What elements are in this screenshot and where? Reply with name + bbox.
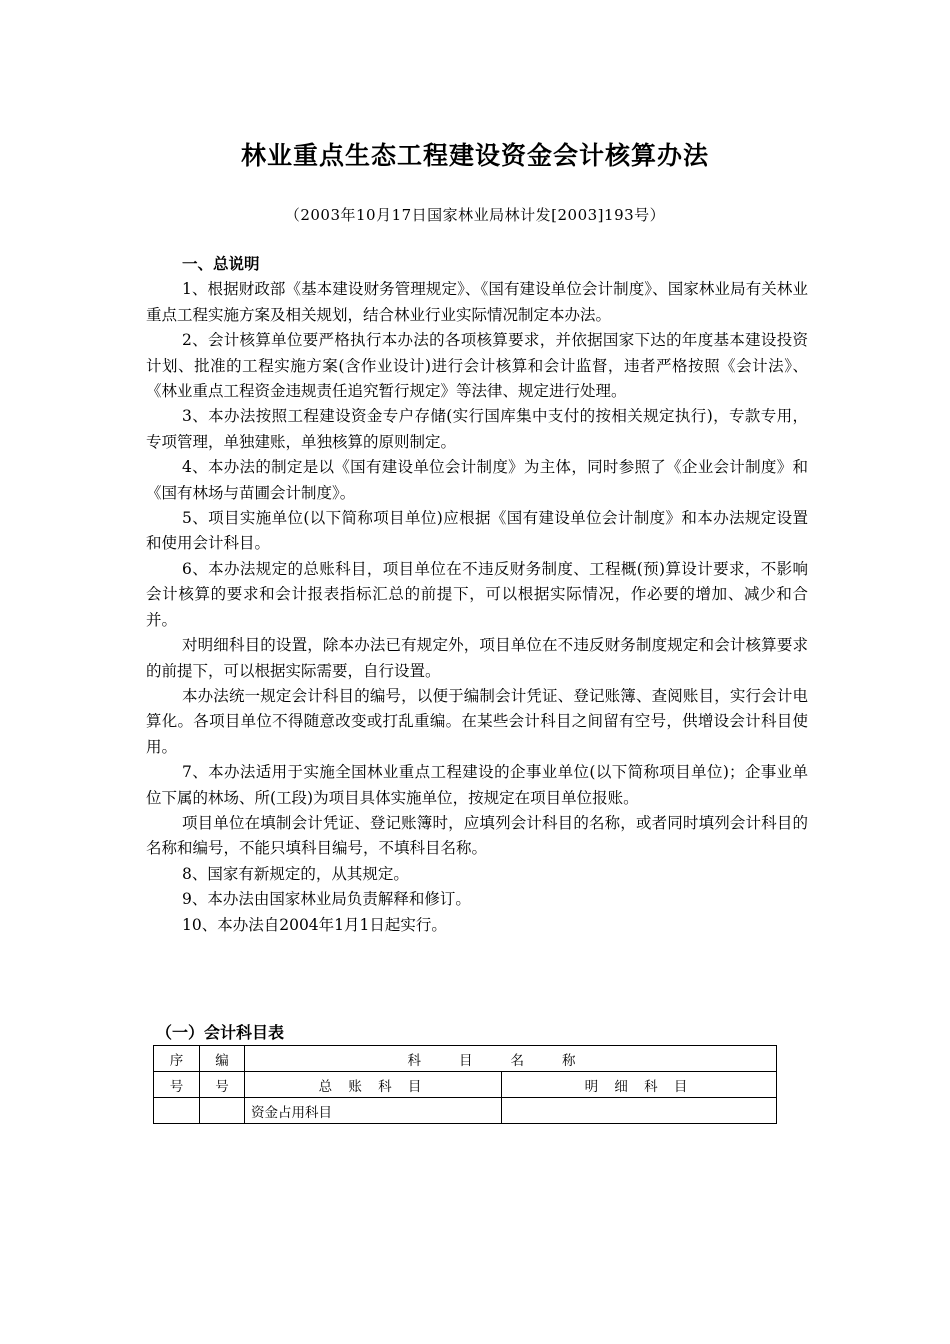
table-title: （一）会计科目表 (156, 1023, 285, 1042)
paragraph: 7、本办法适用于实施全国林业重点工程建设的企事业单位(以下简称项目单位)；企事业单位下属的林场、所(工段)为项目具体实施单位，按规定在项目单位报账。 (146, 763, 808, 807)
table-cell-seq (154, 1098, 200, 1124)
paragraph: 6、本办法规定的总账科目，项目单位在不违反财务制度、工程概(预)算设计要求，不影响会计核算的要求和会计报表指标汇总的前提下，可以根据实际情况，作必要的增加、减少和合并。 (146, 559, 808, 629)
table-cell-detail (502, 1098, 777, 1124)
table-row (154, 1098, 777, 1124)
general-account-header: 总 账 科 目 (245, 1072, 502, 1098)
paragraph: 8、国家有新规定的，从其规定。 (182, 864, 409, 883)
paragraph: 对明细科目的设置，除本办法已有规定外，项目单位在不违反财务制度规定和会计核算要求的前提下，可以根据实际需要，自行设置。 (146, 636, 808, 680)
account-table (153, 1045, 777, 1124)
seq-header-top: 序 (154, 1046, 200, 1072)
paragraph: 4、本办法的制定是以《国有建设单位会计制度》为主体，同时参照了《企业会计制度》和《国有林场与苗圃会计制度》。 (146, 458, 808, 502)
paragraph: 1、根据财政部《基本建设财务管理规定》、《国有建设单位会计制度》、国家林业局有关林业重点工程实施方案及相关规划，结合林业行业实际情况制定本办法。 (146, 280, 808, 324)
paragraph: 本办法统一规定会计科目的编号，以便于编制会计凭证、登记账簿、查阅账目，实行会计电算化。各项目单位不得随意改变或打乱重编。在某些会计科目之间留有空号，供增设会计科目使用。 (146, 686, 808, 756)
document-body (146, 252, 808, 938)
paragraph: 项目单位在填制会计凭证、登记账簿时，应填列会计科目的名称，或者同时填列会计科目的名称和编号，不能只填科目编号，不填科目名称。 (146, 813, 808, 858)
paragraph: 2、会计核算单位要严格执行本办法的各项核算要求，并依据国家下达的年度基本建设投资计划、批准的工程实施方案(含作业设计)进行会计核算和会计监督，违者严格按照《会计法》、《林业重点工程资金违规责任追究暂行规定》等法律、规定进行处理。 (146, 331, 808, 401)
table-cell-code (200, 1098, 245, 1124)
paragraph: 9、本办法由国家林业局负责解释和修订。 (182, 890, 471, 909)
table-header-row (154, 1046, 777, 1072)
code-header-bottom: 号 (200, 1072, 245, 1098)
section-heading: 一、总说明 (182, 255, 260, 273)
paragraph: 10、本办法自2004年1月1日起实行。 (182, 915, 447, 934)
detail-account-header: 明 细 科 目 (502, 1072, 777, 1098)
name-header: 科目名称 (245, 1046, 777, 1072)
seq-header-bottom: 号 (154, 1072, 200, 1098)
paragraph: 5、项目实施单位(以下简称项目单位)应根据《国有建设单位会计制度》和本办法规定设置和使用会计科目。 (146, 509, 808, 553)
paragraph: 3、本办法按照工程建设资金专户存储(实行国库集中支付的按相关规定执行)，专款专用，专项管理，单独建账，单独核算的原则制定。 (146, 407, 808, 451)
code-header-top: 编 (200, 1046, 245, 1072)
document-subtitle: （2003年10月17日国家林业局林计发[2003]193号） (284, 206, 666, 224)
table-cell-general: 资金占用科目 (245, 1098, 502, 1124)
document-title: 林业重点生态工程建设资金会计核算办法 (240, 141, 709, 170)
table-subheader-row (154, 1072, 777, 1098)
